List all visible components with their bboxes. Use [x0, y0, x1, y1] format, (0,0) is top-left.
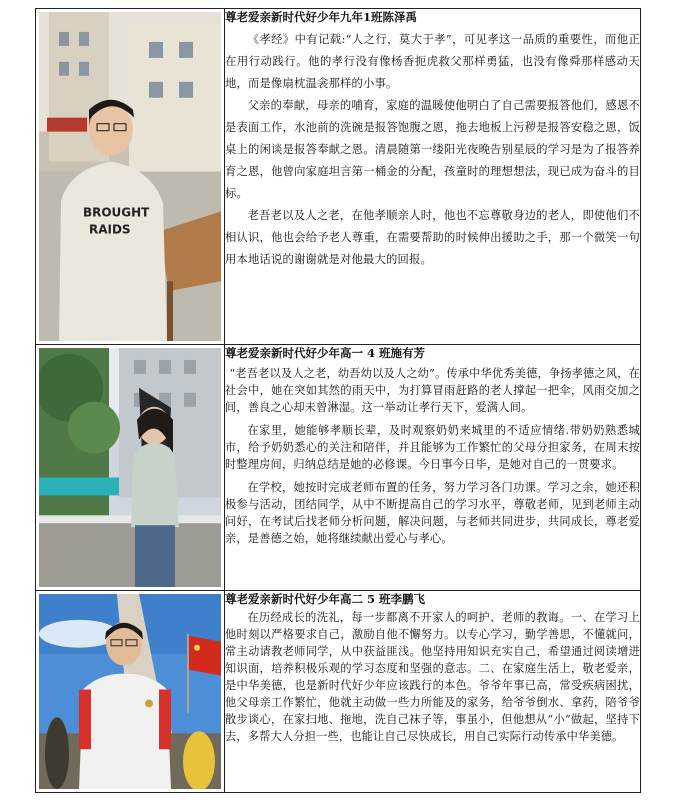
profile-paragraph: 在家里，她能够孝顺长辈，及时观察奶奶来城里的不适应情绪.带奶奶熟悉城市，给予奶奶悉心的关注和陪伴，并且能够为工作繁忙的父母分担家务，在周末按时整理房间，归纳总结是她的必修课。今日事今日毕，是她对自己的一贯要求。 — [225, 424, 640, 471]
profile-text — [225, 591, 641, 793]
table-row — [36, 9, 641, 345]
profile-title: 尊老爱亲新时代好少年高二 5 班李鹏飞 — [225, 592, 426, 606]
svg-text:RAIDS: RAIDS — [89, 222, 131, 237]
table-row — [36, 591, 641, 793]
profile-paragraph: 《孝经》中有记载:“人之行，莫大于孝”，可见孝这一品质的重要性，而他正在用行动践行。他的孝行没有像杨香扼虎救父那样勇猛，也没有像舜那样感动天地，而是像扇枕温衾那样的小事。 — [225, 33, 640, 90]
profile-title: 尊老爱亲新时代好少年高一 4 班施有芳 — [225, 346, 426, 360]
profile-paragraph: 在学校，她按时完成老师布置的任务，努力学习各门功课。学习之余，她还积极参与活动，团结同学，从中不断提高自己的学习水平，尊敬老师，见到老师主动问好，在考试后找老师分析问题，解决问题，与老师共同进步，共同成长，尊老爱亲，是善德之始，她将继续献出爱心与孝心。 — [225, 481, 640, 545]
profile-title: 尊老爱亲新时代好少年九年1班陈泽禹 — [225, 10, 417, 24]
profile-paragraph: “老吾老以及人之老，幼吾幼以及人之幼”。传承中华优秀美德，争扬孝德之风，在社会中，她在突如其然的雨天中，为打算冒雨赶路的老人撑起一把伞，风雨交加之间，善良之心却未曾淋湿。这一举动让孝行天下，爱满人间。 — [225, 367, 640, 414]
profile-paragraph: 老吾老以及人之老，在他孝顺亲人时，他也不忘尊敬身边的老人，即使他们不相认识，他也会给予老人尊重，在需要帮助的时候伸出援助之手，那一个微笑一句用本地话说的谢谢就是对他最大的回报。 — [225, 209, 640, 266]
photo-cell — [36, 591, 225, 793]
photo-cell — [36, 345, 225, 591]
student-photo — [39, 348, 221, 587]
table-row — [36, 345, 641, 591]
shirt-print: BROUGHT — [83, 205, 150, 220]
profile-text — [225, 9, 641, 345]
student-photo — [39, 12, 221, 341]
photo-cell — [36, 9, 225, 345]
student-photo — [39, 594, 221, 789]
profile-paragraph: 父亲的奉献，母亲的哺育，家庭的温暖使他明白了自己需要报答他们，感恩不是表面工作，水池前的洗碗是报答饱腹之恩，拖去地板上污秽是报答安稳之恩，饭桌上的闲谈是报答奉献之恩。清晨随第一缕阳光夜晚告别星辰的学习是为了报答养育之恩，他曾向家庭坦言第一桶金的分配，孩童时的理想想法，现已成为奋斗的目标。 — [225, 99, 640, 200]
document-sheet — [35, 8, 641, 793]
honoree-table — [35, 8, 641, 793]
profile-text — [225, 345, 641, 591]
profile-paragraph: 在历经成长的洗礼，每一步都离不开家人的呵护、老师的教诲。一、在学习上他时刻以严格要求自己，激励自他不懈努力。以专心学习，勤学善思，不懂就问，常主动请教老师同学，从中获益匪浅。他坚持用知识充实自己，希望通过阅读增进知识面，培养积极乐观的学习态度和坚强的意志。二、在家庭生活上，敬老爱亲，是中华美德，也是新时代好少年应该践行的本色。爷爷年事已高，常受疾病困扰，他父母亲工作繁忙，他就主动做一些力所能及的家务，给爷爷倒水、拿药，陪爷爷散步谈心，在家扫地、拖地，洗自己袜子等，事虽小，但他想从“小”做起，坚持下去，多帮大人分担一些，也能让自己尽快成长，用自己实际行动传承中华美德。 — [225, 611, 640, 743]
